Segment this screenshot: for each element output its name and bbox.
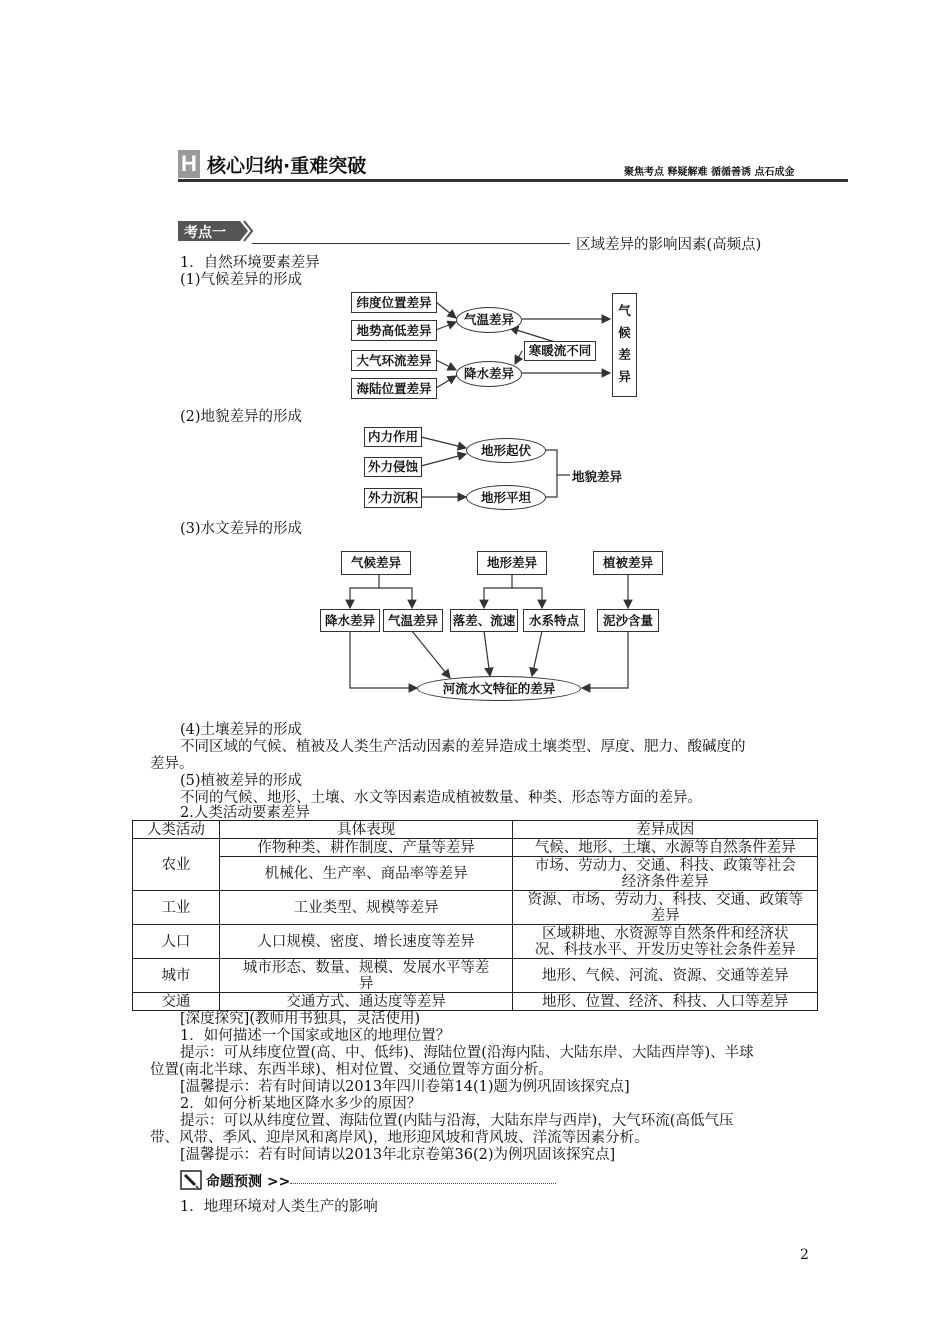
box-h-vegetation: 植被差异 [593,551,663,575]
forecast-rule [290,1183,556,1184]
explore-q2: 2．如何分析某地区降水多少的原因？ [180,1096,422,1112]
hydro-title: (3)水文差异的形成 [180,521,303,537]
table-row [133,821,818,839]
forecast-item-1: 1．地理环境对人类生产的影响 [180,1199,378,1215]
table-cell: 地形、位置、经济、科技、人口等差异 [513,993,818,1011]
kaodian-topic: 区域差异的影响因素(高频点) [576,237,762,253]
box-land-sea: 海陆位置差异 [351,378,437,399]
soil-body-2: 差异。 [150,756,194,772]
oval-flat: 地形平坦 [466,485,546,510]
table-row [133,839,818,857]
box-h-system: 水系特点 [523,609,585,632]
table-header: 人类活动 [133,821,220,839]
table-cell: 交通 [133,993,220,1011]
table-cell: 人口规模、密度、增长速度等差异 [219,925,513,959]
table-cell: 资源、市场、劳动力、科技、交通、政策等 差异 [513,891,818,925]
table-header: 具体表现 [219,821,513,839]
box-internal-force: 内力作用 [364,427,422,447]
veg-body: 不同的气候、地形、土壤、水文等因素造成植被数量、种类、形态等方面的差异。 [180,790,702,806]
table-row [133,857,818,891]
box-h-drop: 落差、流速 [450,609,518,632]
explore-a2-1: 提示：可以从纬度位置、海陆位置(内陆与沿海，大陆东岸与西岸)，大气环流(高低气压 [180,1113,734,1129]
pencil-icon [180,1170,202,1190]
soil-body-1: 不同区域的气候、植被及人类生产活动因素的差异造成土壤类型、厚度、肥力、酸碱度的 [180,739,746,755]
sec2-title: 2.人类活动要素差异 [180,805,310,821]
kaodian-label: 考点一 [184,225,226,241]
human-activity-table [132,820,818,1011]
table-cell: 市场、劳动力、交通、科技、政策等社会 经济条件差异 [513,857,818,891]
soil-title: (4)土壤差异的形成 [180,722,303,738]
box-deposition: 外力沉积 [364,488,422,508]
box-latitude: 纬度位置差异 [351,292,437,313]
climate-title: (1)气候差异的形成 [180,272,303,288]
table-cell: 工业 [133,891,220,925]
table-header: 差异成因 [513,821,818,839]
explore-q1: 1．如何描述一个国家或地区的地理位置？ [180,1028,451,1044]
box-climate-result: 气 候 差 异 [612,293,637,397]
table-row [133,959,818,993]
explore-a2-2: 带、风带、季风、迎岸风和离岸风)，地形迎风坡和背风坡、洋流等因素分析。 [150,1130,649,1146]
header-h-icon: H [178,150,200,178]
box-terrain-height: 地势高低差异 [351,320,437,341]
box-circulation: 大气环流差异 [351,350,437,371]
explore-title: [深度探究](教师用书独具，灵活使用) [180,1011,421,1027]
explore-a1-1: 提示：可从纬度位置(高、中、低纬)、海陆位置(沿海内陆、大陆东岸、大陆西岸等)、半球 [180,1045,754,1061]
box-h-precip: 降水差异 [320,609,380,632]
forecast-label: 命题预测 >> [206,1174,291,1190]
table-cell: 作物种类、耕作制度、产量等差异 [219,839,513,857]
table-cell: 人口 [133,925,220,959]
veg-title: (5)植被差异的形成 [180,773,303,789]
box-h-climate: 气候差异 [341,551,411,575]
page-number: 2 [800,1247,809,1263]
oval-h-result: 河流水文特征的差异 [417,676,581,701]
section-subtitle: 聚焦考点 释疑解难 循循善诱 点石成金 [624,167,795,178]
table-row [133,891,818,925]
oval-precipitation: 降水差异 [456,361,522,387]
explore-tip1: [温馨提示：若有时间请以2013年四川卷第14(1)题为例巩固该探究点] [180,1079,630,1095]
table-cell: 城市 [133,959,220,993]
table-row [133,925,818,959]
table-cell: 地形、气候、河流、资源、交通等差异 [513,959,818,993]
table-cell: 气候、地形、土壤、水源等自然条件差异 [513,839,818,857]
landform-result: 地貌差异 [572,469,623,484]
box-h-sediment: 泥沙含量 [597,609,659,632]
box-ocean-current: 寒暖流不同 [524,341,596,361]
table-cell: 交通方式、通达度等差异 [219,993,513,1011]
sec1-title: 1．自然环境要素差异 [180,255,320,271]
table-cell: 农业 [133,839,220,891]
oval-relief: 地形起伏 [466,438,546,463]
table-cell: 区域耕地、水资源等自然条件和经济状 况、科技水平、开发历史等社会条件差异 [513,925,818,959]
section-title: 核心归纳·重难突破 [207,155,367,177]
box-h-terrain: 地形差异 [477,551,547,575]
explore-tip2: [温馨提示：若有时间请以2013年北京卷第36(2)为例巩固该探究点] [180,1147,616,1163]
oval-temperature: 气温差异 [456,307,522,333]
box-h-temp: 气温差异 [383,609,443,632]
table-cell: 城市形态、数量、规模、发展水平等差 异 [219,959,513,993]
table-cell: 机械化、生产率、商品率等差异 [219,857,513,891]
table-cell: 工业类型、规模等差异 [219,891,513,925]
box-erosion: 外力侵蚀 [364,457,422,477]
table-row [133,993,818,1011]
landform-title: (2)地貌差异的形成 [180,409,303,425]
explore-a1-2: 位置(南北半球、东西半球)、相对位置、交通位置等方面分析。 [150,1062,553,1078]
